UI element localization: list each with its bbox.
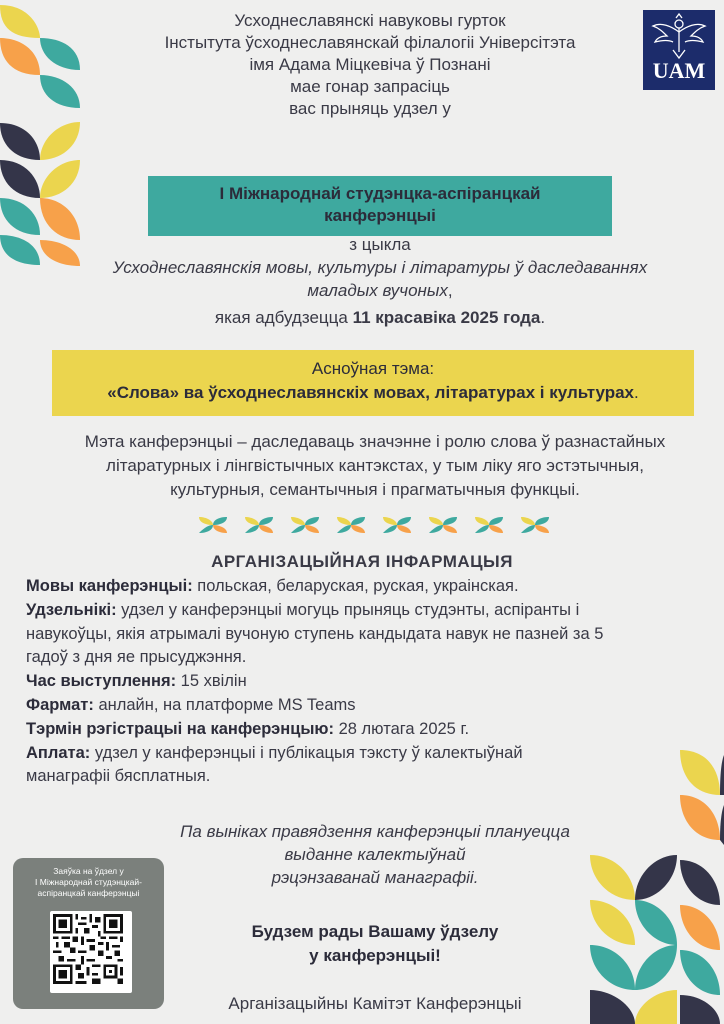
format-label: Фармат: [26, 695, 94, 714]
decor-petals-left [0, 0, 90, 270]
theme-title: «Слова» ва ўсходнеславянскіх мовах, літаратурах і культурах [107, 383, 635, 402]
monograph-line-3: рэцэнзаванай манаграфіі. [271, 868, 479, 887]
time-value: 15 хвілін [176, 672, 247, 691]
fee-label: Аплата: [26, 743, 91, 762]
cycle-name-line-2-text: маладых вучоных [307, 281, 448, 300]
cycle-name-line-1: Усходнеславянскія мовы, культуры і літаратуры ў даследаваннях [112, 258, 648, 277]
header-line-4: мае гонар запрасіць [290, 77, 450, 96]
info-deadline [26, 718, 724, 742]
theme [52, 357, 694, 405]
qr-caption-line-2: І Міжнароднай студэнцкай- [35, 877, 142, 887]
conference-title-line-2: канферэнцыі [324, 206, 436, 225]
goal-line-1: Мэта канферэнцыі – даследаваць значэнне і ролю слова ў разнастайных [84, 432, 666, 451]
date-prefix: якая адбудзецца [214, 308, 353, 327]
participants-value-2: навукоўцы, якія атрымалі вучоную ступень кандыдата навук не пазней за 5 [26, 624, 604, 643]
participants-label: Удзельнікі: [26, 600, 117, 619]
qr-caption-line-3: аспіранцкай канферэнцыі [37, 888, 140, 898]
info-format [26, 694, 724, 718]
monograph-line-1: Па выніках правядзення канферэнцыі плануецца [180, 822, 570, 841]
qr-caption [17, 866, 160, 899]
eagle-emblem-icon [643, 12, 715, 64]
format-value: анлайн, на платформе MS Teams [93, 695, 356, 714]
uam-logo [643, 10, 715, 90]
deadline-label: Тэрмін рэгістрацыі на канферэнцыю: [26, 719, 335, 738]
conference-title-line-1: І Міжнароднай студэнцка-аспіранцкай [219, 184, 541, 203]
qr-code[interactable] [50, 911, 132, 993]
monograph-note [120, 820, 630, 889]
info-time [26, 670, 724, 694]
header-line-1: Усходнеславянскі навуковы гурток [234, 11, 506, 30]
theme-title-row [52, 381, 694, 405]
theme-title-punct: . [634, 383, 639, 402]
welcome-line-1: Будзем рады Вашаму ўдзелу [251, 922, 499, 941]
info-section [26, 575, 724, 789]
deadline-value: 28 лютага 2025 г. [334, 719, 470, 738]
logo-text: UAM [652, 58, 706, 83]
participants-value-3: гадоў з дня яе прысуджэння. [26, 648, 247, 667]
cycle-name-line-2-punct: , [447, 281, 453, 300]
date-suffix: . [540, 308, 546, 327]
welcome-line-2: у канферэнцыі! [309, 946, 441, 965]
conference-title [148, 183, 612, 227]
info-section-title: АРГАНІЗАЦЫЙНАЯ ІНФАРМАЦЫЯ [211, 552, 513, 571]
cycle-label: з цыкла [349, 235, 411, 254]
info-languages [26, 575, 724, 599]
header-line-3: імя Адама Міцкевіча ў Познані [249, 55, 491, 74]
languages-value: польская, беларуская, руская, украінская. [192, 577, 519, 595]
time-label: Час выступлення: [26, 672, 177, 691]
languages-label: Мовы канферэнцыі: [26, 577, 193, 595]
conference-goal [30, 430, 720, 502]
participants-value-1: удзел у канферэнцыі могуць прыняць студэнты, аспіранты і [116, 600, 580, 619]
goal-line-2: літаратурных і лінгвістычных кантэкстах, у тым ліку яго эстэтычныя, [106, 456, 644, 475]
conference-date [40, 307, 720, 329]
date-value: 11 красавіка 2025 года [352, 308, 541, 327]
fee-value-1: удзел у канферэнцыі і публікацыя тэксту ў калектыўнай [90, 743, 523, 762]
signature: Арганізацыйны Камітэт Канферэнцыі [228, 994, 522, 1013]
qr-caption-line-1: Заяўка на ўдзел у [53, 866, 124, 876]
header-line-2: Інстытута ўсходнеславянскай філалогіі Універсітэта [164, 33, 576, 52]
goal-line-3: культурныя, семантычныя і прагматычныя функцыі. [170, 480, 580, 499]
welcome-message [120, 920, 630, 968]
info-participants [26, 599, 724, 623]
theme-label: Асноўная тэма: [311, 359, 435, 378]
cycle-name-line-2 [40, 280, 720, 302]
registration-qr-card[interactable] [13, 858, 164, 1009]
decor-divider [197, 513, 562, 537]
info-fee [26, 742, 724, 766]
header-line-5: вас прыняць удзел у [289, 99, 451, 118]
monograph-line-2: выданне калектыўнай [284, 845, 466, 864]
fee-value-2: манаграфіі бясплатныя. [26, 767, 211, 786]
invitation-header [120, 10, 620, 120]
qr-code-icon [53, 914, 123, 984]
